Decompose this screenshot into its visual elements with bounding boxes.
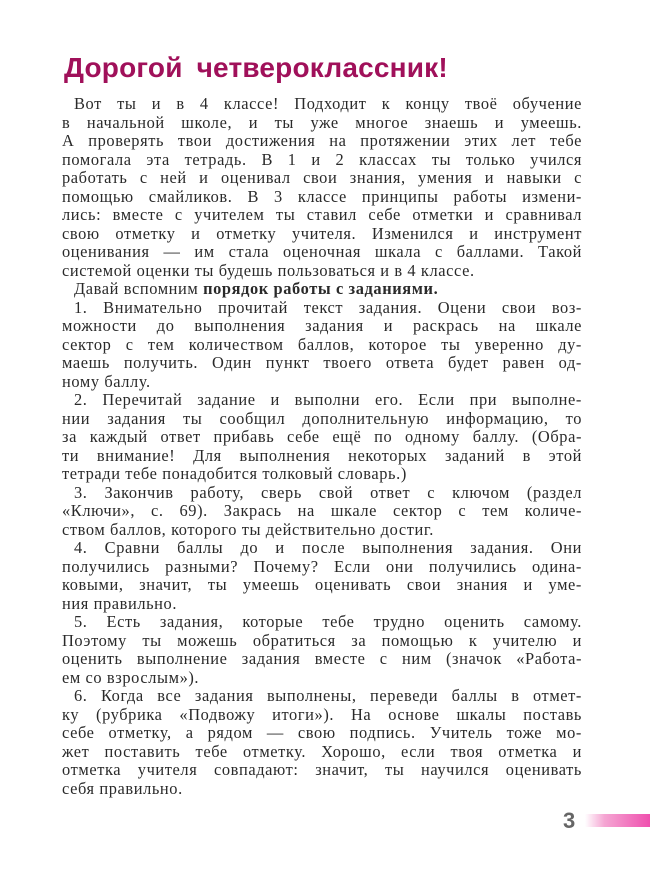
text-line: можности до выполнения задания и раскрась на шкале <box>62 316 582 335</box>
instruction-item <box>62 299 582 392</box>
text-line: системой оценки ты будешь пользоваться и в 4 классе. <box>62 260 475 280</box>
order-intro-paragraph <box>62 280 582 299</box>
page-accent-bar <box>585 814 650 827</box>
text-line: оценивания — им стала оценочная шкала с баллами. Такой <box>62 242 582 261</box>
page-title: Дорогой четвероклассник! <box>64 52 448 83</box>
text-line: лись: вместе с учителем ты ставил себе отметки и сравнивал <box>62 205 582 224</box>
text-line: ния правильно. <box>62 593 178 613</box>
page-number: 3 <box>563 808 576 833</box>
text-line: получились разными? Почему? Если они получились одина- <box>62 556 582 576</box>
text-line: нии задания ты сообщил дополнительную информацию, то <box>62 408 582 428</box>
text-line: маешь получить. Один пункт твоего ответа будет равен од- <box>62 353 582 372</box>
text-line: ти внимание! Для выполнения некоторых заданий в этой <box>62 445 582 465</box>
text-line: 3. Закончив работу, сверь свой ответ с ключом (раздел <box>74 482 582 502</box>
text-line: себя правильно. <box>62 778 183 798</box>
text-line: ством баллов, которого ты действительно достиг. <box>62 519 435 539</box>
text-line: «Ключи», с. 69). Закрась на шкале сектор с тем количе- <box>62 501 582 520</box>
text-line: 6. Когда все задания выполнены, переведи баллы в отмет- <box>74 686 582 705</box>
order-intro-suffix: . <box>433 279 439 298</box>
instruction-list <box>62 299 582 799</box>
instruction-item <box>62 687 582 798</box>
text-line: Вот ты и в 4 классе! Подходит к концу твоё обучение <box>74 94 582 113</box>
instruction-item <box>62 613 582 687</box>
instruction-item <box>62 391 582 484</box>
text-line: 2. Перечитай задание и выполни его. Если при выполне- <box>74 390 582 409</box>
order-intro-prefix: Давай вспомним <box>74 279 204 298</box>
order-intro-bold: порядок работы с заданиями <box>203 279 434 298</box>
text-line: Поэтому ты можешь обратиться за помощью к учителю и <box>62 630 582 650</box>
text-line: отметка учителя совпадают: значит, ты научился оценивать <box>62 760 582 779</box>
text-line: 5. Есть задания, которые тебе трудно оценить самому. <box>74 612 582 631</box>
instruction-item <box>62 539 582 613</box>
instruction-item <box>62 484 582 540</box>
page-body <box>62 95 582 798</box>
text-line: жет поставить тебе отметку. Хорошо, если твоя отметка и <box>62 741 582 761</box>
text-line: помогала эта тетрадь. В 1 и 2 классах ты только учился <box>62 149 582 169</box>
text-line: сектор с тем количеством баллов, которое ты уверенно ду- <box>62 334 582 354</box>
intro-paragraph <box>62 95 582 280</box>
text-line: в начальной школе, и ты уже многое знаешь и умеешь. <box>62 112 582 132</box>
text-line: ному баллу. <box>62 371 151 391</box>
text-line: ку (рубрика «Подвожу итоги»). На основе шкалы поставь <box>62 704 582 724</box>
text-line: помощью смайликов. В 3 классе принципы работы измени- <box>62 186 582 206</box>
text-line: себе отметку, а рядом — свою подпись. Учитель тоже мо- <box>62 723 582 742</box>
text-line: ковыми, значит, ты умеешь оценивать свои знания и уме- <box>62 575 582 594</box>
text-line: оценить выполнение задания вместе с ним (значок «Работа- <box>62 649 582 668</box>
text-line: 1. Внимательно прочитай текст задания. Оцени свои воз- <box>74 297 582 317</box>
text-line: А проверять твои достижения на протяжении этих лет тебе <box>62 131 582 150</box>
text-line: работать с ней и оценивал свои знания, умения и навыки с <box>62 168 582 187</box>
text-line: ем со взрослым»). <box>62 667 200 687</box>
text-line: 4. Сравни баллы до и после выполнения задания. Они <box>74 538 582 557</box>
text-line: свою отметку и отметку учителя. Изменился и инструмент <box>62 223 582 243</box>
text-line: тетради тебе понадобится толковый словарь.) <box>62 464 407 483</box>
text-line: за каждый ответ прибавь себе ещё по одному баллу. (Обра- <box>62 427 582 446</box>
